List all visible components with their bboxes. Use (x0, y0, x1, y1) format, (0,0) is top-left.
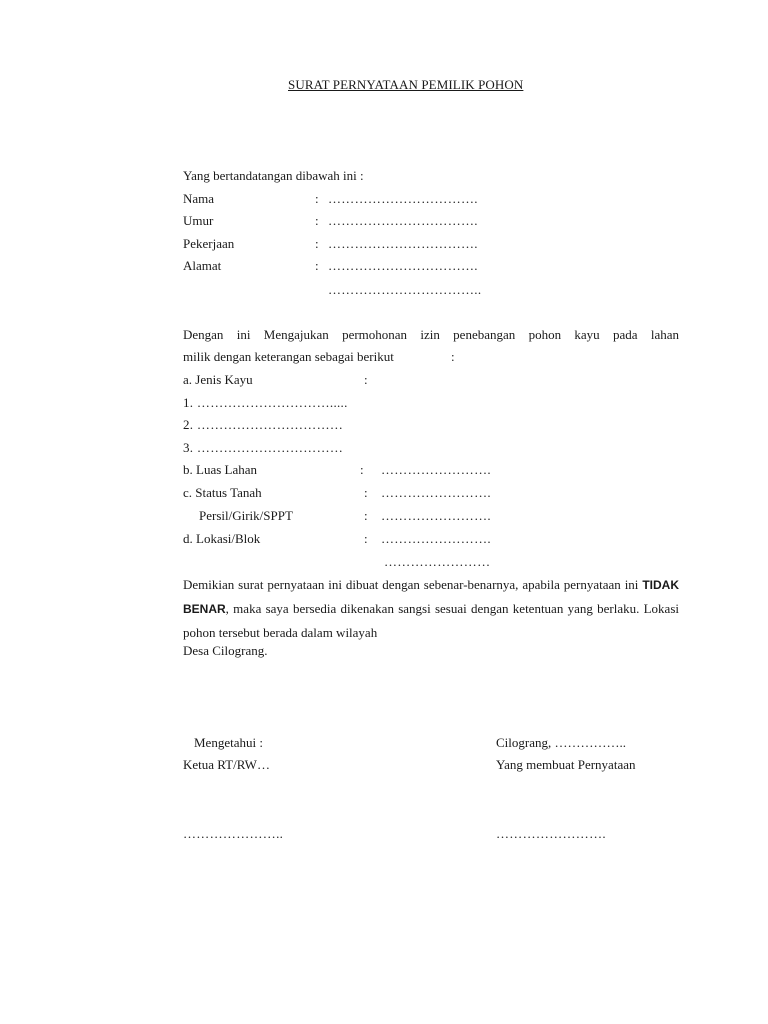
signature-left-role: Ketua RT/RW… (183, 757, 270, 772)
kayu-item-3: 3. …………………………… (183, 440, 344, 455)
kayu-item-1: 1. …………………………..... (183, 395, 348, 410)
field-pekerjaan-value: ……………………………. (328, 236, 478, 251)
request-colon: : (451, 349, 455, 364)
signature-left-line: ………………….. (183, 826, 284, 841)
field-pekerjaan-colon: : (315, 236, 319, 251)
signature-right-place-date: Cilograng, …………….. (496, 735, 626, 750)
detail-luas-lahan-colon: : (360, 462, 364, 477)
detail-persil-colon: : (364, 508, 368, 523)
kayu-item-2: 2. …………………………… (183, 417, 344, 432)
field-alamat-label: Alamat (183, 258, 222, 273)
address-continuation: …………………………….. (328, 282, 482, 297)
field-umur-colon: : (315, 213, 319, 228)
detail-lokasi-label: d. Lokasi/Blok (183, 531, 261, 546)
intro-text: Yang bertandatangan dibawah ini : (183, 168, 364, 183)
field-umur-label: Umur (183, 213, 214, 228)
closing-paragraph (183, 573, 679, 644)
field-alamat-colon: : (315, 258, 319, 273)
detail-status-tanah-value: ……………………. (381, 485, 491, 500)
closing-text-part2: , maka saya bersedia dikenakan sangsi sesuai dengan ketentuan yang berlaku. Lokasi pohon tersebut berada dalam wilayah (183, 601, 679, 640)
field-umur-value: ……………………………. (328, 213, 478, 228)
detail-status-tanah-colon: : (364, 485, 368, 500)
closing-text-bold: TIDAK BENAR (183, 578, 680, 616)
field-alamat-value: ……………………………. (328, 258, 478, 273)
detail-lokasi-value: ……………………. (381, 531, 491, 546)
field-nama-label: Nama (183, 191, 215, 206)
signature-left-heading: Mengetahui : (194, 735, 263, 750)
detail-persil-value: ……………………. (381, 508, 491, 523)
request-paragraph-line2: milik dengan keterangan sebagai berikut (183, 349, 394, 364)
detail-lokasi-colon: : (364, 531, 368, 546)
detail-luas-lahan-label: b. Luas Lahan (183, 462, 258, 477)
closing-text-part1: Demikian surat pernyataan ini dibuat dengan sebenar-benarnya, apabila pernyataan ini (183, 577, 639, 592)
detail-status-tanah-label: c. Status Tanah (183, 485, 262, 500)
jenis-kayu-label: a. Jenis Kayu (183, 372, 253, 387)
signature-right-role: Yang membuat Pernyataan (496, 757, 636, 772)
closing-text-last: Desa Cilograng. (183, 643, 268, 658)
field-pekerjaan-label: Pekerjaan (183, 236, 235, 251)
field-nama-value: ……………………………. (328, 191, 478, 206)
request-paragraph (183, 323, 679, 346)
jenis-kayu-colon: : (364, 372, 368, 387)
detail-persil-label: Persil/Girik/SPPT (199, 508, 293, 523)
detail-luas-lahan-value: ……………………. (381, 462, 491, 477)
document-title: SURAT PERNYATAAN PEMILIK POHON (288, 77, 524, 92)
signature-right-line: ……………………. (496, 826, 606, 841)
request-paragraph-line1: Dengan ini Mengajukan permohonan izin penebangan pohon kayu pada lahan (183, 327, 679, 342)
field-nama-colon: : (315, 191, 319, 206)
lokasi-continuation: …………………… (384, 554, 491, 569)
